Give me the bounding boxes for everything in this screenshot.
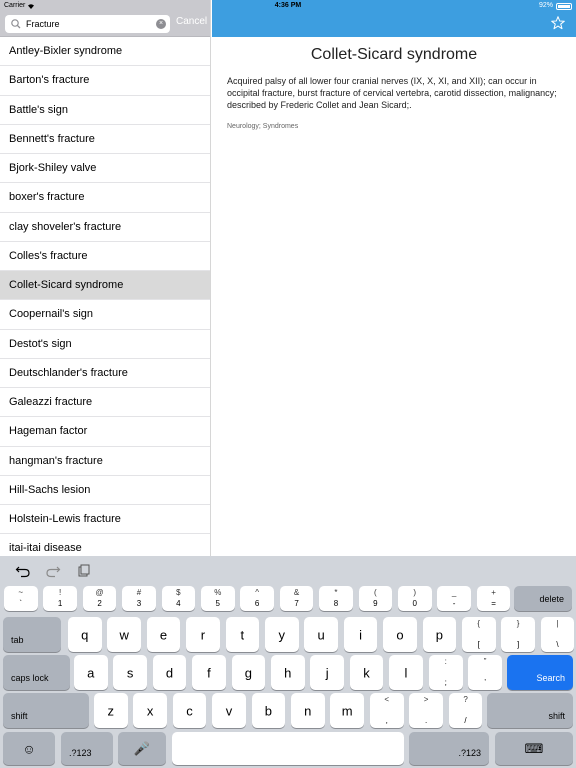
key-7[interactable] <box>280 586 314 611</box>
key-char: z <box>107 703 114 718</box>
key-shift-char: | <box>556 619 559 628</box>
list-item[interactable]: Colles's fracture <box>0 242 211 271</box>
key-bracket-1[interactable] <box>501 617 535 652</box>
key-z[interactable] <box>94 693 128 728</box>
key-bracket-2[interactable] <box>541 617 575 652</box>
key-char: t <box>240 627 245 642</box>
key-t[interactable] <box>226 617 260 652</box>
detail-definition: Acquired palsy of all lower four cranial nerves (IX, X, XI, and XII); can occur in occipital fracture, burst fracture of cervical vertebra, carotid dissection, malignancy; described by Frederic Collet and Jean Sicard;. <box>227 76 557 110</box>
list-item[interactable]: Bjork-Shiley valve <box>0 154 211 183</box>
list-item[interactable]: Bennett's fracture <box>0 125 211 154</box>
key-shift-char: ? <box>463 695 468 704</box>
numbers-key-right[interactable] <box>409 732 489 765</box>
key-char: o <box>396 627 404 642</box>
key-char: a <box>87 665 95 680</box>
key-sym-2[interactable] <box>449 693 483 728</box>
key-shift-char: { <box>477 619 481 628</box>
key-char: , <box>385 716 388 725</box>
key-char: k <box>363 665 370 680</box>
key-char: b <box>264 703 272 718</box>
key-shift-char: * <box>334 588 338 597</box>
key-9[interactable] <box>359 586 393 611</box>
status-time: 4:36 PM <box>274 2 302 9</box>
key-shift-char: $ <box>176 588 181 597</box>
key-o[interactable] <box>383 617 417 652</box>
key-char: \ <box>556 640 559 649</box>
key-x[interactable] <box>133 693 167 728</box>
key-l[interactable] <box>389 655 423 690</box>
list-item[interactable]: Antley-Bixler syndrome <box>0 37 211 66</box>
numbers-key-left[interactable] <box>61 732 113 765</box>
key-char: n <box>304 703 312 718</box>
key-char: 8 <box>333 599 339 608</box>
key-char: f <box>207 665 211 680</box>
dictation-key[interactable] <box>118 732 166 765</box>
key-punct-1[interactable] <box>468 655 502 690</box>
on-screen-keyboard <box>0 556 576 768</box>
key-sym-1[interactable] <box>409 693 443 728</box>
key-shift-char: _ <box>451 588 457 597</box>
key-char: c <box>186 703 193 718</box>
key-y[interactable] <box>265 617 299 652</box>
key-char: = <box>491 599 496 608</box>
key-char: 4 <box>176 599 181 608</box>
clear-search-button[interactable]: × <box>156 19 166 29</box>
key-char: ⌨ <box>524 740 544 756</box>
key-char: ’ <box>484 678 487 687</box>
key-m[interactable] <box>330 693 364 728</box>
list-item[interactable]: Galeazzi fracture <box>0 388 211 417</box>
list-item[interactable]: Deutschlander's fracture <box>0 359 211 388</box>
key-shift-char: ! <box>59 588 62 597</box>
key-char: h <box>284 665 292 680</box>
master-panel <box>0 0 211 556</box>
key-label: .?123 <box>458 748 481 758</box>
list-item[interactable]: hangman's fracture <box>0 447 211 476</box>
key-shift-char: ) <box>413 588 417 597</box>
key-punct-0[interactable] <box>429 655 463 690</box>
key-i[interactable] <box>344 617 378 652</box>
key-char: 6 <box>254 599 260 608</box>
list-item[interactable]: Destot's sign <box>0 330 211 359</box>
key-label: .?123 <box>69 748 92 758</box>
key-char: i <box>359 627 362 642</box>
key-char: w <box>119 627 129 642</box>
key-shift-char: ^ <box>255 588 260 597</box>
search-field[interactable] <box>5 15 170 33</box>
space-bar[interactable] <box>172 732 404 765</box>
key-c[interactable] <box>173 693 207 728</box>
redo-icon[interactable] <box>45 564 61 578</box>
key-shift-char: } <box>516 619 520 628</box>
battery-icon <box>556 3 572 10</box>
key-char: p <box>435 627 443 642</box>
key-j[interactable] <box>310 655 344 690</box>
key-label: shift <box>548 711 565 721</box>
key-shift-char: % <box>214 588 222 597</box>
list-item[interactable]: Barton's fracture <box>0 66 211 95</box>
key-shift-char: & <box>293 588 300 597</box>
list-item[interactable]: clay shoveler's fracture <box>0 213 211 242</box>
list-item[interactable]: Battle's sign <box>0 96 211 125</box>
key-q[interactable] <box>68 617 102 652</box>
key-=[interactable] <box>477 586 511 611</box>
key-char: s <box>126 665 134 680</box>
key-n[interactable] <box>291 693 325 728</box>
key-char: m <box>341 703 353 718</box>
key-char: ] <box>517 640 520 649</box>
key-char: . <box>425 716 428 725</box>
list-item[interactable]: Coopernail's sign <box>0 300 211 329</box>
cancel-button[interactable]: Cancel <box>176 16 208 27</box>
key-char: 🎤 <box>133 740 151 756</box>
results-list <box>0 37 211 556</box>
shift-left-key[interactable] <box>3 693 89 728</box>
key-g[interactable] <box>232 655 266 690</box>
key-char: 0 <box>412 599 417 608</box>
key-char: [ <box>477 640 480 649</box>
delete-key[interactable] <box>514 586 572 611</box>
key-char: / <box>464 716 467 725</box>
key-char: v <box>225 703 233 718</box>
key-char: 1 <box>57 599 63 608</box>
list-item[interactable]: Collet-Sicard syndrome <box>0 271 211 300</box>
favorite-star-icon[interactable] <box>550 15 566 31</box>
key-2[interactable] <box>83 586 117 611</box>
key-0[interactable] <box>398 586 432 611</box>
key-`[interactable] <box>4 586 38 611</box>
key-char: r <box>200 627 206 642</box>
key-r[interactable] <box>186 617 220 652</box>
list-item[interactable]: Hageman factor <box>0 417 211 446</box>
list-item[interactable]: Hill-Sachs lesion <box>0 476 211 505</box>
key-e[interactable] <box>147 617 181 652</box>
list-item[interactable]: boxer's fracture <box>0 183 211 212</box>
key--[interactable] <box>437 586 471 611</box>
key-char: 3 <box>136 599 142 608</box>
search-icon <box>9 17 23 31</box>
key-4[interactable] <box>162 586 196 611</box>
search-input[interactable] <box>26 19 156 29</box>
key-k[interactable] <box>350 655 384 690</box>
key-label: Search <box>536 673 565 683</box>
key-char: q <box>81 627 89 642</box>
emoji-key[interactable] <box>3 732 55 765</box>
list-item[interactable]: Holstein-Lewis fracture <box>0 505 211 534</box>
key-6[interactable] <box>240 586 274 611</box>
hide-keyboard-key[interactable] <box>495 732 573 765</box>
key-5[interactable] <box>201 586 235 611</box>
list-item[interactable]: itai-itai disease <box>0 534 211 556</box>
key-char: ☺ <box>22 741 36 756</box>
shift-right-key[interactable] <box>487 693 573 728</box>
key-char: y <box>278 627 285 642</box>
key-label: caps lock <box>11 673 49 683</box>
key-sym-0[interactable] <box>370 693 404 728</box>
key-char: e <box>159 627 168 642</box>
key-8[interactable] <box>319 586 353 611</box>
key-bracket-0[interactable] <box>462 617 496 652</box>
key-char: 9 <box>373 599 378 608</box>
battery-status <box>539 0 572 12</box>
key-char: u <box>317 627 325 642</box>
key-char: 5 <box>215 599 220 608</box>
battery-percent: 92% <box>538 2 553 9</box>
key-1[interactable] <box>43 586 77 611</box>
key-char: d <box>165 665 174 680</box>
key-shift-char: ( <box>374 588 377 597</box>
search-key[interactable] <box>507 655 573 690</box>
key-label: shift <box>11 711 28 721</box>
key-char: 2 <box>97 599 102 608</box>
tab-key[interactable] <box>3 617 61 652</box>
detail-title: Collet-Sicard syndrome <box>310 46 478 63</box>
carrier-label: Carrier <box>4 2 26 9</box>
keyboard-toolbar <box>0 556 576 586</box>
key-shift-char: + <box>491 588 496 597</box>
key-char: j <box>325 665 329 680</box>
key-label: tab <box>11 635 24 645</box>
key-v[interactable] <box>212 693 246 728</box>
key-b[interactable] <box>252 693 286 728</box>
key-char: ; <box>444 678 447 687</box>
key-char: ` <box>19 599 23 608</box>
key-u[interactable] <box>304 617 338 652</box>
key-a[interactable] <box>74 655 108 690</box>
key-char: - <box>452 599 456 608</box>
key-shift-char: @ <box>95 588 104 597</box>
key-w[interactable] <box>107 617 141 652</box>
key-char: g <box>244 665 252 680</box>
key-d[interactable] <box>153 655 187 690</box>
key-char: 7 <box>294 599 299 608</box>
key-char: l <box>404 665 408 680</box>
key-label: delete <box>539 594 564 604</box>
detail-panel <box>212 37 576 556</box>
key-shift-char: ~ <box>18 588 24 597</box>
key-shift-char: # <box>136 588 142 597</box>
key-p[interactable] <box>423 617 457 652</box>
key-s[interactable] <box>113 655 147 690</box>
key-f[interactable] <box>192 655 226 690</box>
key-shift-char: : <box>444 657 447 666</box>
key-h[interactable] <box>271 655 305 690</box>
key-shift-char: ” <box>483 657 487 666</box>
key-shift-char: < <box>384 695 390 704</box>
key-char: x <box>146 703 154 718</box>
undo-icon[interactable] <box>15 564 31 578</box>
key-3[interactable] <box>122 586 156 611</box>
paste-icon[interactable] <box>76 564 92 578</box>
key-shift-char: > <box>423 695 429 704</box>
caps-lock-key[interactable] <box>3 655 70 690</box>
detail-categories: Neurology; Syndromes <box>227 123 299 130</box>
status-bar <box>0 0 576 12</box>
